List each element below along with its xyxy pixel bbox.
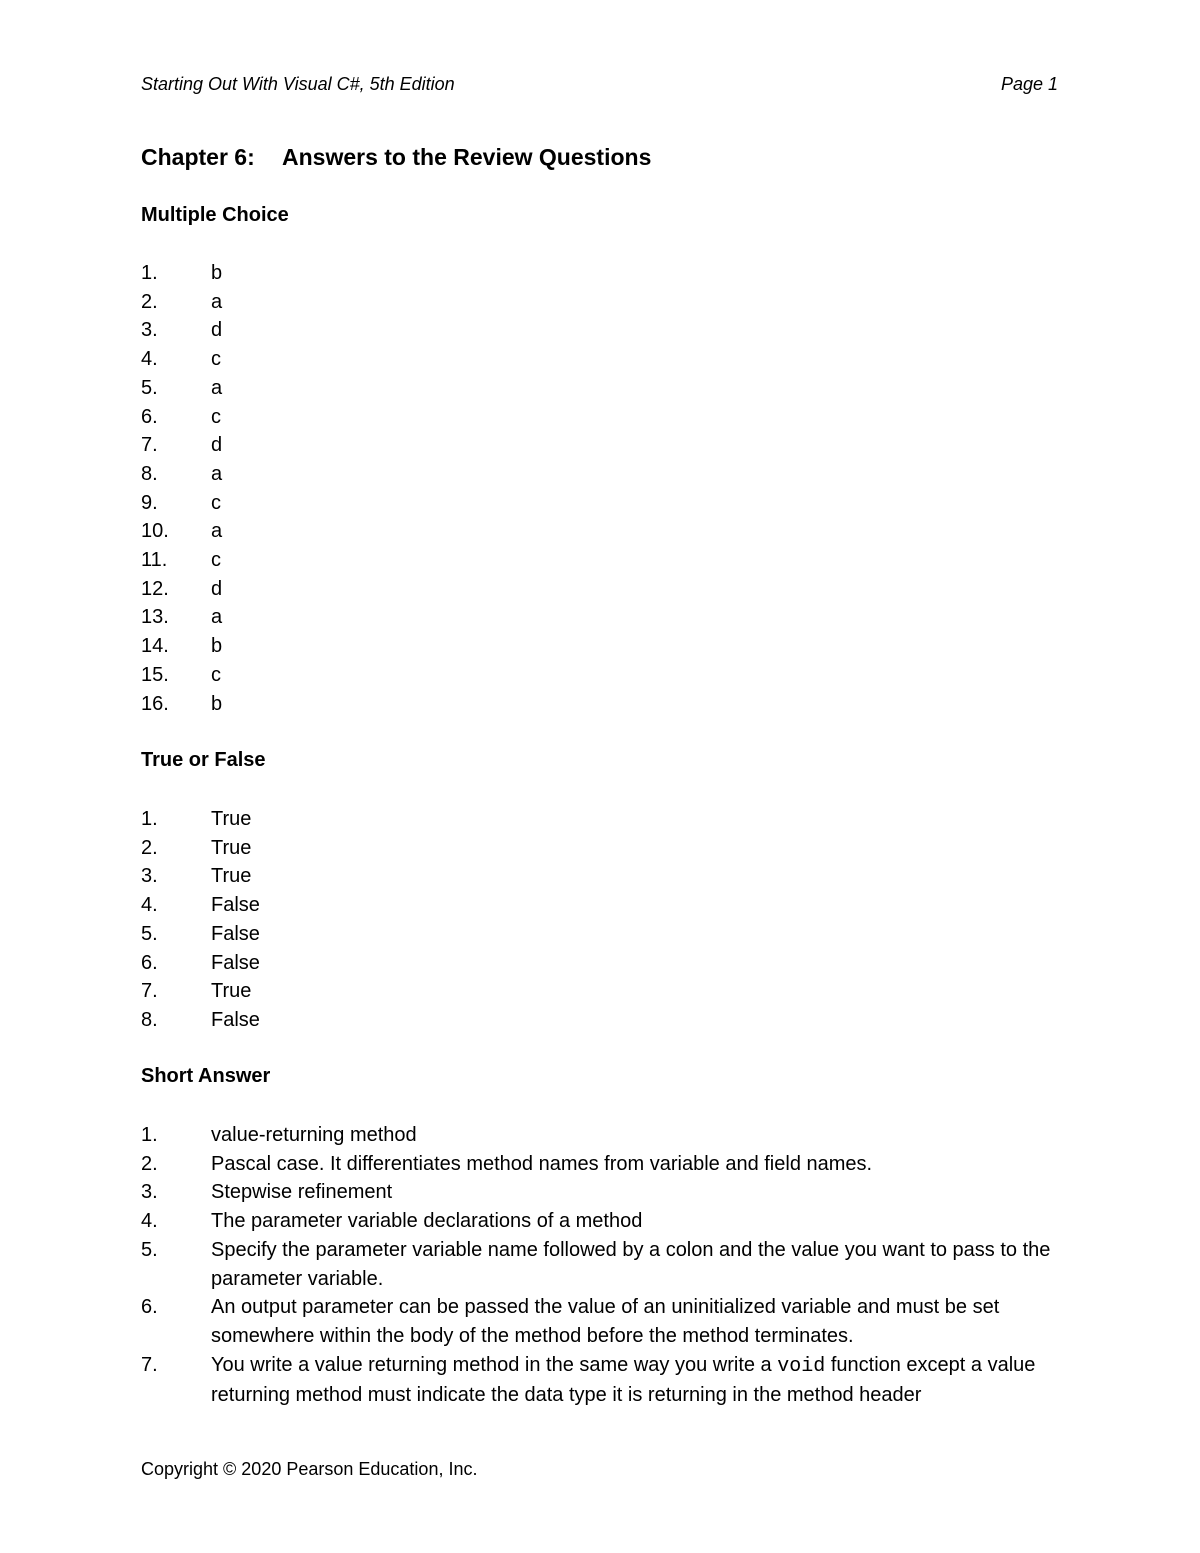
true-false-heading: True or False (141, 749, 266, 771)
list-item: 11. c (141, 549, 221, 572)
true-false-list (141, 805, 1061, 1035)
page-number: Page 1 (1000, 74, 1058, 94)
list-item: 8. False (141, 1008, 260, 1031)
list-item: 6. c (141, 405, 221, 428)
list-item: 14. b (141, 635, 223, 658)
list-item: 10. a (141, 520, 223, 543)
short-answer-heading: Short Answer (141, 1065, 271, 1087)
list-item: 12. d (141, 577, 223, 600)
multiple-choice-list (141, 259, 1061, 718)
list-item: 15. c (141, 663, 221, 686)
void-keyword: void (777, 1354, 826, 1378)
chapter-title (141, 144, 652, 171)
list-item: 7. d (141, 434, 223, 457)
list-item: 7. You write a value returning method in the same way you write a void function except a value returning method must indicate the data type it is returning in the method header (141, 1353, 1036, 1407)
list-item: 3. Stepwise refinement (141, 1181, 393, 1204)
short-answer-list (141, 1121, 1061, 1410)
list-item: 7. True (141, 980, 252, 1003)
list-item: 4. c (141, 348, 221, 371)
page-header (141, 74, 1058, 95)
list-item: 13. a (141, 606, 223, 629)
list-item: 9. c (141, 491, 221, 514)
list-item: 2. a (141, 290, 223, 313)
list-item: 6. An output parameter can be passed the value of an uninitialized variable and must be set somewhere within the body of the method before the method terminates. (141, 1296, 1000, 1347)
list-item: 16. b (141, 692, 223, 715)
list-item: 4. The parameter variable declarations of a method (141, 1210, 643, 1233)
chapter-label: Chapter 6: (141, 144, 255, 170)
list-item: 5. Specify the parameter variable name followed by a colon and the value you want to pass to the parameter variable. (141, 1238, 1051, 1290)
chapter-title-text: Answers to the Review Questions (282, 144, 652, 170)
list-item: 5. a (141, 376, 223, 399)
list-item: 1. True (141, 808, 252, 830)
list-item: 6. False (141, 951, 260, 974)
list-item: 2. Pascal case. It differentiates method names from variable and field names. (141, 1152, 873, 1175)
list-item: 1. b (141, 262, 223, 284)
list-item: 5. False (141, 922, 260, 945)
list-item: 3. d (141, 319, 223, 342)
list-item: 2. True (141, 836, 252, 859)
list-item: 3. True (141, 865, 252, 888)
list-item: 8. a (141, 462, 223, 485)
multiple-choice-heading: Multiple Choice (141, 204, 289, 226)
book-title: Starting Out With Visual C#, 5th Edition (141, 74, 455, 94)
list-item: 1. value-returning method (141, 1124, 417, 1146)
copyright-footer: Copyright © 2020 Pearson Education, Inc. (141, 1459, 478, 1479)
list-item: 4. False (141, 894, 260, 917)
